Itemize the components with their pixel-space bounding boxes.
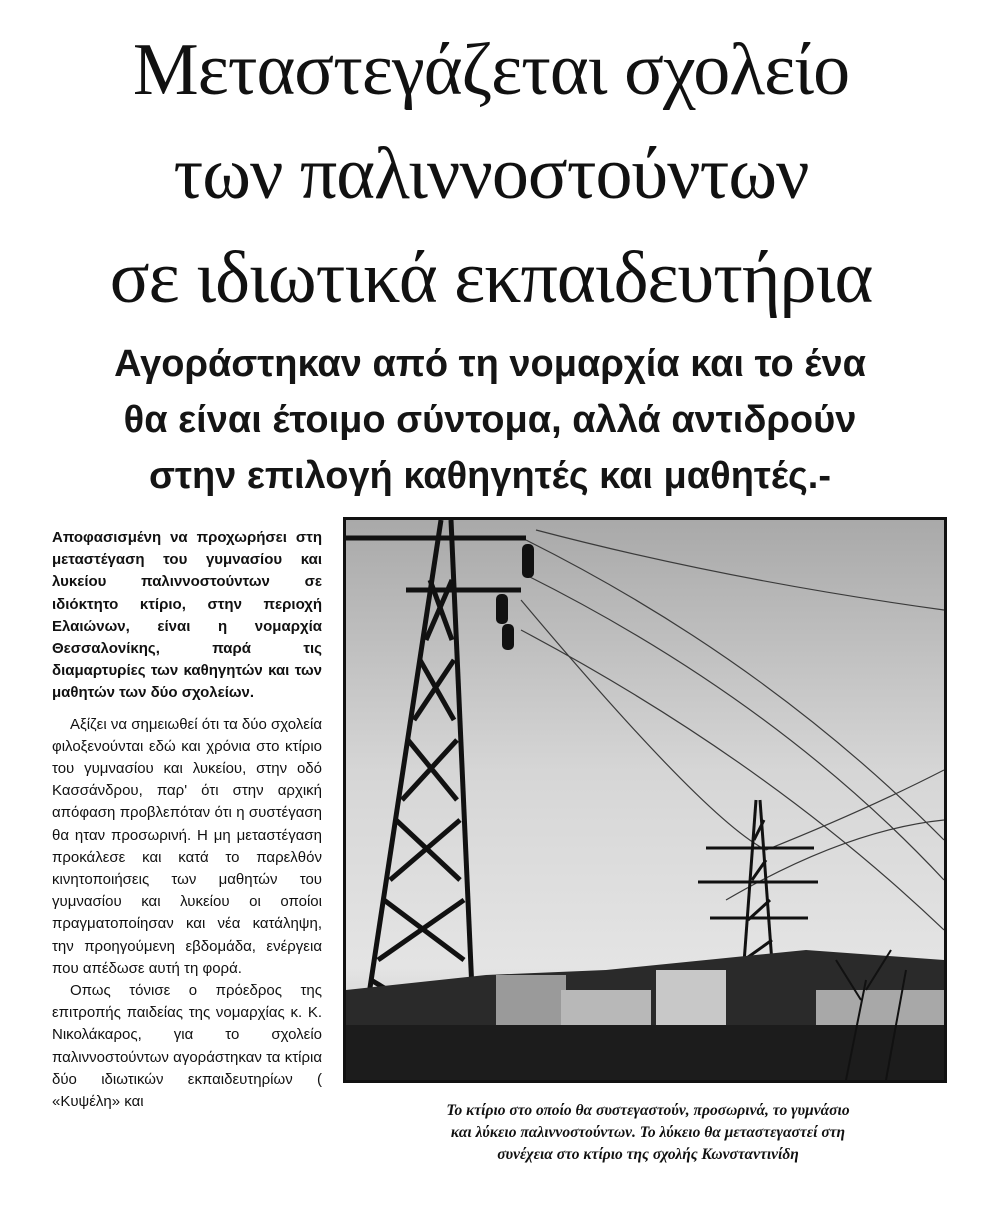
headline xyxy=(20,18,962,330)
article-body xyxy=(52,527,322,1113)
headline-line-2: των παλιννοστούντων xyxy=(173,133,809,215)
subheadline-line-3: στην επιλογή καθηγητές και μαθητές.- xyxy=(149,455,831,497)
building-white xyxy=(656,970,726,1030)
headline-line-3: σε ιδιωτικά εκπαιδευτήρια xyxy=(109,237,873,319)
subheadline-line-1: Αγοράστηκαν από τη νομαρχία και το ένα xyxy=(114,343,866,385)
lead-paragraph: Αποφασισμένη να προχωρήσει στη μεταστέγαση του γυμνασίου και λυκείου παλιννοστούντων σε ιδιόκτητο κτίριο, στην περιοχή Ελαιώνων, είναι η νομαρχία Θεσσαλονίκης, παρά τις διαμαρτυρίες των καθηγητών και των μαθητών των δύο σχολείων. xyxy=(52,529,322,702)
body-paragraph-2: Οπως τόνισε ο πρόεδρος της επιτροπής παιδείας της νομαρχίας κ. Κ. Νικολάκαρος, για το σχολείο παλιννοστούντων αγοράστηκαν τα κτίρια δύο ιδιωτικών εκπαιδευτηρίων ( «Κυψέλη» και xyxy=(52,982,322,1111)
headline-line-1: Μεταστεγάζεται σχολείο xyxy=(132,29,850,111)
foreground-shrubs xyxy=(346,1025,944,1080)
subheadline xyxy=(60,336,920,504)
subheadline-line-2: θα είναι έτοιμο σύντομα, αλλά αντιδρούν xyxy=(123,399,857,441)
building-middle xyxy=(561,990,651,1030)
power-pylons-photo xyxy=(346,520,944,1080)
caption-line-1: Το κτίριο στο οποίο θα συστεγαστούν, προσωρινά, το γυμνάσιο xyxy=(446,1102,850,1119)
body-paragraph-1: Αξίζει να σημειωθεί ότι τα δύο σχολεία φιλοξενούνται εδώ και χρόνια στο κτίριο του γυμνασίου και λυκείου, στην οδό Κασσάνδρου, παρ' ότι στην αρχική απόφαση προβλεπόταν ότι η συστέγαση θα ηταν προσωρινή. Η μη μεταστέγαση προκάλεσε και κατά το παρελθόν κινητοποιήσεις των μαθητών του γυμνασίου και λυκείου οι οποίοι πραγματοποίησαν και νέα κατάληψη, την προηγούμενη εβδομάδα, ενέργεια που απέδωσε αυτή τη φορά. xyxy=(52,715,322,977)
article-photo xyxy=(343,517,947,1083)
caption-line-2: και λύκειο παλιννοστούντων. Το λύκειο θα μεταστεγαστεί στη xyxy=(450,1124,846,1141)
photo-caption xyxy=(350,1100,946,1166)
caption-line-3: συνέχεια στο κτίριο της σχολής Κωνσταντινίδη xyxy=(497,1146,799,1163)
